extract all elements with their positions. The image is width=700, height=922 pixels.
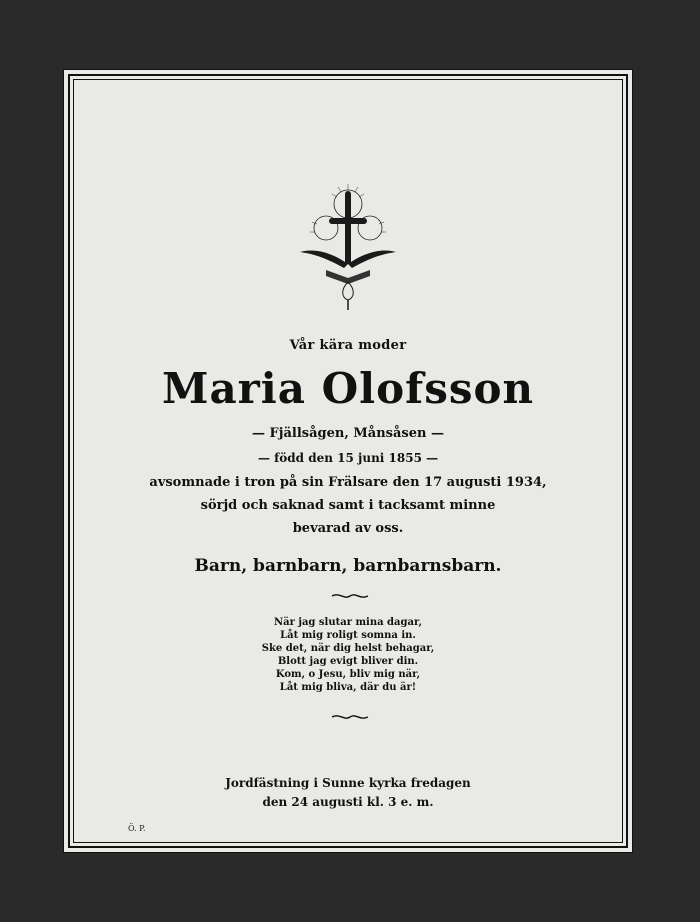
funeral-line: Jordfästning i Sunne kyrka fredagen [225, 776, 471, 790]
birth-date: — född den 15 juni 1855 — [257, 451, 439, 465]
notice-line: sörjd och saknad samt i tacksamt minne [200, 498, 496, 513]
funeral-line: den 24 augusti kl. 3 e. m. [262, 795, 434, 809]
intro-text: Vår kära moder [289, 338, 407, 353]
notice-line: bevarad av oss. [292, 521, 404, 536]
verse-line: Blott jag evigt bliver din. [277, 656, 419, 667]
verse-line: Låt mig bliva, där du är! [279, 682, 417, 693]
mourners: Barn, barnbarn, barnbarnsbarn. [194, 556, 502, 576]
deceased-name: Maria Olofsson [161, 364, 535, 413]
notice-line: avsomnade i tron på sin Frälsare den 17 augusti 1934, [149, 475, 547, 490]
residence: — Fjällsågen, Månsåsen — [252, 426, 444, 441]
verse-line: När jag slutar mina dagar, [273, 617, 423, 628]
flourish-divider-icon [330, 592, 370, 600]
verse-line: Ske det, när dig helst behagar, [261, 643, 435, 654]
cross-with-palms-icon [296, 182, 400, 312]
verse-line: Låt mig roligt somna in. [280, 630, 416, 641]
verse-line: Kom, o Jesu, bliv mig när, [275, 669, 421, 680]
flourish-divider-icon [330, 713, 370, 721]
death-notice-card [64, 70, 632, 852]
printer-initials: Ö. P. [128, 824, 146, 833]
